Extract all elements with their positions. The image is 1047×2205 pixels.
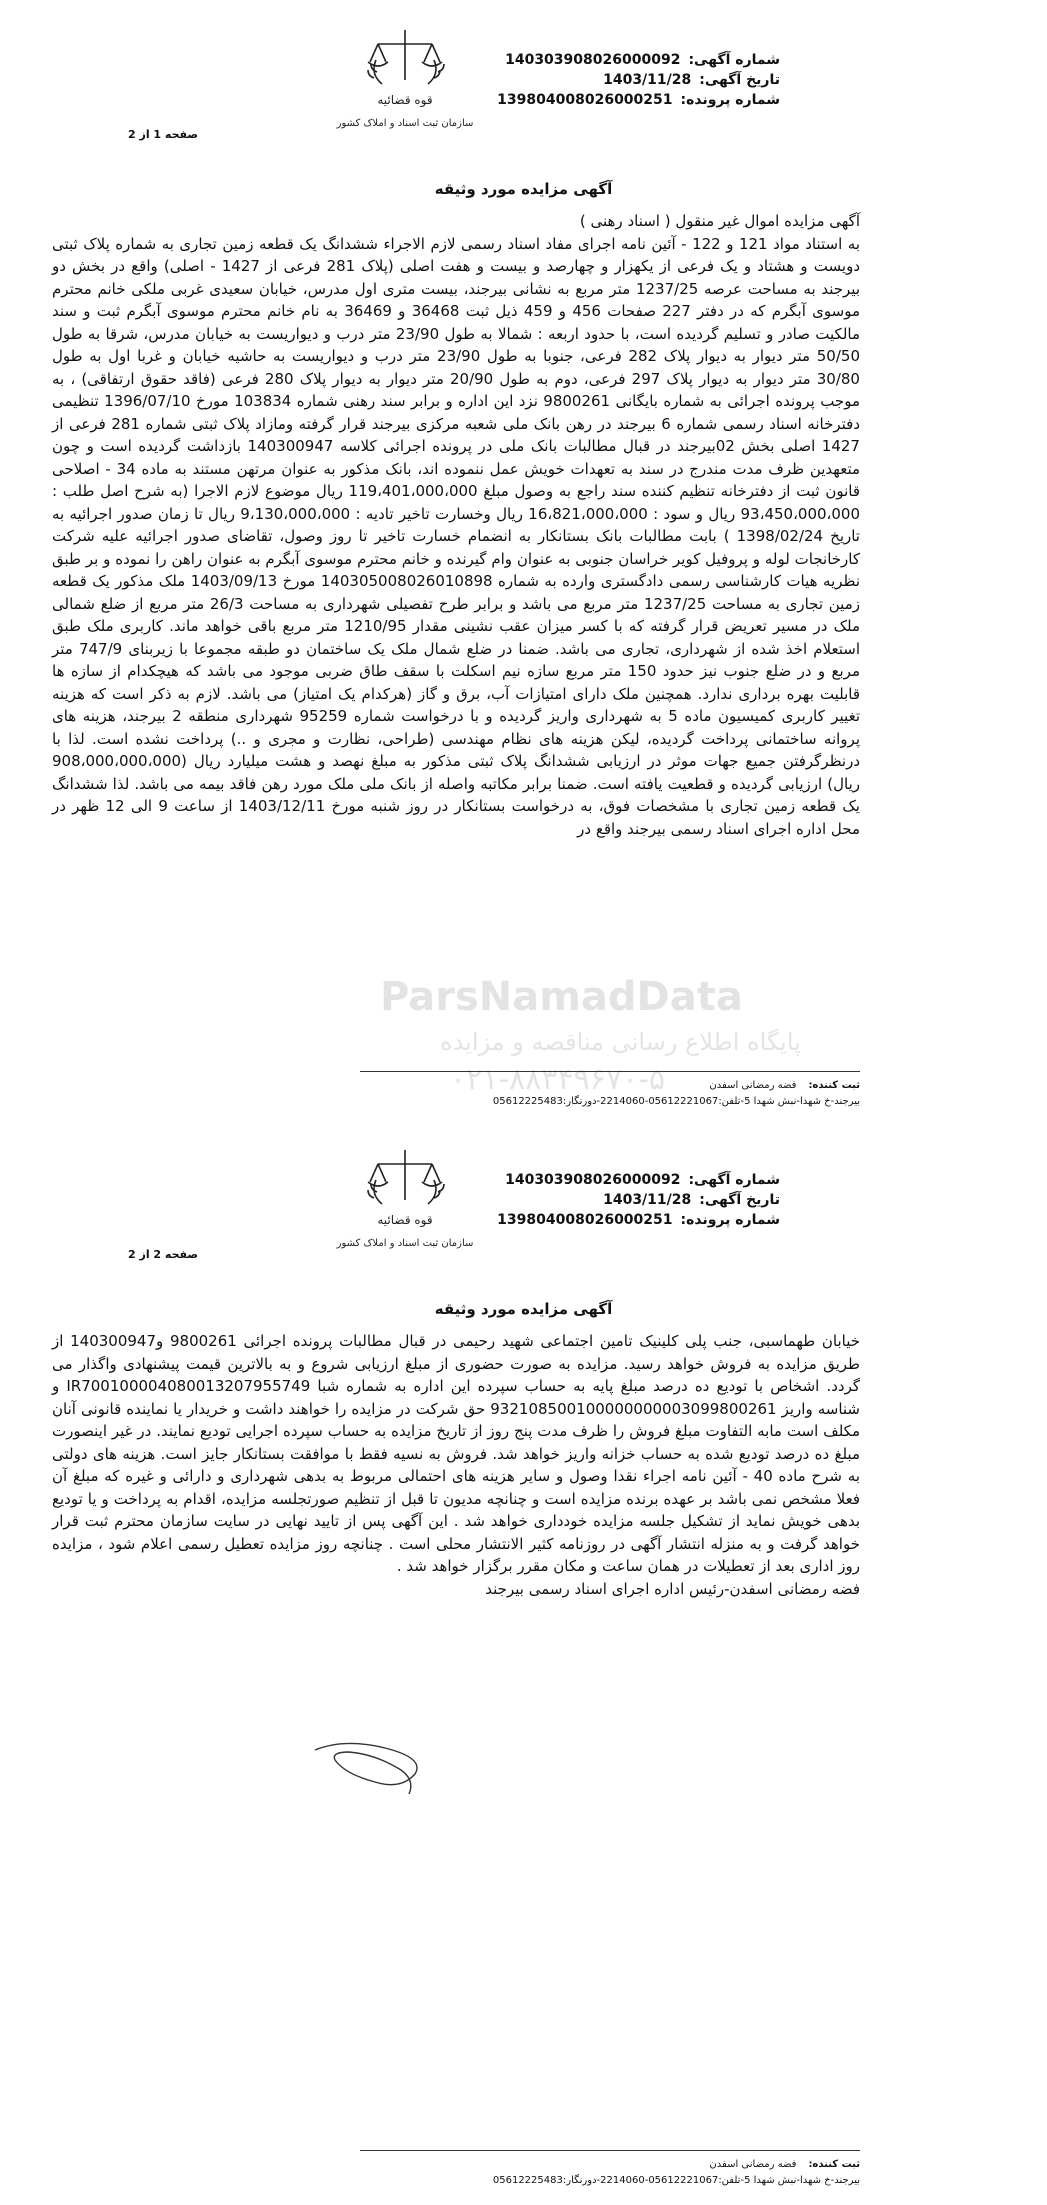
- case-number-value: 139804008026000251: [497, 92, 673, 108]
- emblem-top-text: قوه قضائیه: [377, 93, 433, 107]
- judiciary-emblem-icon: [330, 1142, 480, 1272]
- notice-number-value: 140303908026000092: [505, 1172, 681, 1188]
- notice-date-value: 1403/11/28: [603, 72, 692, 88]
- emblem-bottom-text: سازمان ثبت اسناد و املاک کشور: [336, 1238, 474, 1249]
- notice-number-label: شماره آگهی:: [688, 1172, 780, 1188]
- watermark-phone: ۰۲۱-۸۸۳۴۹۶۷۰-۵: [450, 1062, 666, 1097]
- footer-registrar-name: فضه رمضانی اسفدن: [709, 2159, 797, 2170]
- notice-date-row: [530, 1190, 780, 1210]
- notice-title: آگهی مزایده مورد وثیقه: [434, 1300, 613, 1318]
- judiciary-emblem-icon: [330, 22, 480, 152]
- signatory-line: فضه رمضانی اسفدن-رئیس اداره اجرای اسناد رسمی بیرجند: [485, 1579, 860, 1598]
- footer-address: بیرجند-خ شهدا-نبش شهدا 5-تلفن:05612221067-2214060-دورنگار:05612225483: [492, 1096, 860, 1107]
- body-heading-line: آگهی مزایده اموال غیر منقول ( اسناد رهنی ): [579, 212, 860, 230]
- emblem-bottom-text: سازمان ثبت اسناد و املاک کشور: [336, 118, 474, 129]
- footer-registrar-row: [360, 1078, 860, 1094]
- signature-icon: [305, 1730, 445, 1800]
- case-number-row: [497, 1210, 780, 1230]
- body-paragraph: خیابان طهماسبی، جنب پلی کلینیک تامین اجتماعی شهید رحیمی در قبال مطالبات پرونده اجرائی 9800261 و140300947 از طریق مزایده به فروش خواهد رسید. مزایده به صورت حضوری از مبلغ ارزیابی شروع و به بالاترین قیمت پیشنهادی واگذار می گردد. اشخاص با تودیع ده درصد مبلغ پایه به حساب سپرده این اداره به شماره شبا IR700100004080013207955749 و شناسه واریز 932108500100000000003099800261 حق شرکت در مزایده را خواهند داشت و خریدار یا نماینده قانونی آنان مکلف است مابه التفاوت مبلغ فروش را ظرف مدت پنج روز از تاریخ مزایده به حساب سپرده اجرایی تودیع نمایند. در غیر اینصورت مبلغ ده درصد تودیع شده به حساب خزانه واریز خواهد شد. فروش به نسیه فقط با موافقت بستانکار جایز است. هزینه های دولتی به شرح ماده 40 - آئین نامه اجراء نقدا وصول و سایر هزینه های احتمالی مربوط به بدهی شهرداری و دارائی و غیره که مبلغ آن فعلا مشخص نمی باشد بر عهده برنده مزایده است و چنانچه مدیون تا قبل از تنظیم صورتجلسه مزایده، اقدام به پرداخت و یا تودیع بدهی خویش نماید از تشکیل جلسه مزایده خودداری خواهد شد . این آگهی پس از تایید نهایی در سایت سازمان محترم ثبت قرار خواهد گرفت و به منزله انتشار آگهی در روزنامه کثیر الانتشار محلی است . چنانچه روز مزایده تعطیل رسمی اعلام شود ، مزایده روز اداری بعد از تعطیلات در همان ساعت و مکان مقرر برگزار خواهد شد .: [52, 1332, 861, 1575]
- notice-number-label: شماره آگهی:: [688, 52, 780, 68]
- notice-date-label: تاریخ آگهی:: [699, 72, 780, 88]
- footer-divider: [360, 1071, 860, 1072]
- notice-date-label: تاریخ آگهی:: [699, 1192, 780, 1208]
- case-number-label: شماره پرونده:: [680, 1212, 780, 1228]
- notice-meta: [497, 1170, 780, 1230]
- notice-body: [52, 1330, 860, 1600]
- notice-title: آگهی مزایده مورد وثیقه: [434, 180, 613, 198]
- footer-registrar-row: [360, 2157, 860, 2173]
- footer-registrar-label: ثبت کننده:: [808, 1080, 860, 1091]
- page-footer: [360, 1078, 860, 1110]
- watermark-brand: ParsNamadData: [380, 974, 743, 1020]
- notice-meta: [497, 50, 780, 110]
- body-paragraph: به استناد مواد 121 و 122 - آئین نامه اجرای مفاد اسناد رسمی لازم الاجراء ششدانگ یک قطعه زمین تجاری به شماره پلاک ثبتی دویست و هشتاد و یک فرعی از یکهزار و چهارصد و بیست و هفت اصلی (پلاک 281 فرعی از 1427 - اصلی) واقع در بخش دو بیرجند به مساحت عرصه 1237/25 متر مربع به نشانی بیرجند، بیست متری اول مدرس، خیابان سعیدی غربی ملکی خانم محترم موسوی آبگرم که در دفتر 227 صفحات 456 و 459 ذیل ثبت 36468 و 36469 به نام خانم محترم موسوی آبگرم ثبت و سند مالکیت صادر و تسلیم گردیده است، با حدود اربعه : شمالا به طول 23/90 متر درب و دیواریست به خیابان مدرس، شرقا به طول 50/50 متر دیوار به دیوار پلاک 282 فرعی، جنوبا به طول 23/90 متر درب و دیواریست به حاشیه خیابان و غربا اول به طول 30/80 متر دیوار به دیوار پلاک 297 فرعی، دوم به طول 20/90 متر دیوار به دیوار پلاک 280 فرعی (فاقد حقوق ارتفاقی) ، به موجب پرونده اجرائی به شماره بایگانی 9800261 نزد این اداره و برابر سند رهنی شماره 103834 مورخ 1396/07/10 تنظیمی دفترخانه اسناد رسمی شماره 6 بیرجند در رهن بانک ملی شعبه مرکزی بیرجند قرار گرفته ومازاد پلاک ثبتی شماره 281 فرعی از 1427 اصلی بخش 02بیرجند در قبال مطالبات بانک ملی در پرونده اجرائی کلاسه 140300947 بازداشت گردیده است و چون متعهدین ظرف مدت مندرج در سند به تعهدات خویش عمل ننموده اند، بانک مذکور به عنوان مرتهن مستند به ماده 34 - اصلاحی قانون ثبت از دفترخانه تنظیم کننده سند راجع به وصول مبلغ 119،401،000،000 ریال موضوع لازم الاجرا (به شرح اصل طلب : 93،450،000،000 ریال و سود : 16،821،000،000 ریال وخسارت تاخیر تادیه : 9،130،000،000 ریال تا زمان صدور اجرائیه به تاریخ 1398/02/24 ) بابت مطالبات بانک بستانکار به انضمام خسارت تاخیر تا روز وصول، تقاضای صدور اجرائیه علیه شرکت کارخانجات لوله و پروفیل کویر خراسان جنوبی به عنوان وام گیرنده و خانم محترم موسوی آبگرم به عنوان راهن را نموده و بر طبق نظریه هیات کارشناسی رسمی دادگستری وارده به شماره 140305008026010898 مورخ 1403/09/13 ملک مذکور یک قطعه زمین تجاری به مساحت 1237/25 متر مربع می باشد و برابر طرح تفصیلی شهرداری به مساحت 26/3 متر مربع از ضلع شمالی ملک در مسیر تعریض قرار گرفته که با کسر میزان عقب نشینی مقدار 1210/95 متر مربع باقی خواهد ماند. کاربری ملک طبق استعلام اخذ شده از شهرداری، تجاری می باشد. ضمنا در ضلع شمال ملک یک ساختمان دو طبقه مجموعا با زیربنای 747/9 متر مربع و در ضلع جنوب نیز حدود 150 متر مربع سازه نیم اسکلت با سقف طاق ضربی موجود می باشد که هیچکدام از سازه ها قابلیت بهره برداری ندارد. همچنین ملک دارای امتیازات آب، برق و گاز (هرکدام یک امتیاز) می باشد. لازم به ذکر است که هزینه تغییر کاربری کمیسیون ماده 5 به شهرداری واریز گردیده و با درخواست شماره 95259 شهرداری منطقه 2 بیرجند، هزینه های پروانه ساختمانی پرداخت گردیده، لیکن هزینه های نظام مهندسی (طراحی، نظارت و مجری و ..) پرداخت نشده است. لذا با درنظرگرفتن جمیع جهات موثر در ارزیابی ششدانگ پلاک ثبتی مذکور به مبلغ نهصد و هشت میلیارد ریال (908،000،000،000 ریال) ارزیابی گردیده و قطعیت یافته است. ضمنا برابر مکاتبه واصله از بانک ملی ملک مورد رهن فاقد بیمه می باشد. لذا ششدانگ یک قطعه زمین تجاری با مشخصات فوق، به درخواست بستانکار در روز شنبه مورخ 1403/12/11 از ساعت 9 الی 12 ظهر در محل اداره اجرای اسناد رسمی بیرجند واقع در: [52, 234, 861, 838]
- page-number: صفحه 1 از 2: [128, 128, 199, 141]
- footer-registrar-name: فضه رمضانی اسفدن: [709, 1080, 797, 1091]
- notice-date-row: [530, 70, 780, 90]
- page-number: صفحه 2 از 2: [128, 1248, 199, 1261]
- footer-registrar-label: ثبت کننده:: [808, 2159, 860, 2170]
- case-number-row: [497, 90, 780, 110]
- notice-number-row: [505, 1170, 780, 1190]
- notice-date-value: 1403/11/28: [603, 1192, 692, 1208]
- notice-number-value: 140303908026000092: [505, 52, 681, 68]
- page-footer: [360, 2157, 860, 2189]
- footer-divider: [360, 2150, 860, 2151]
- document-page-2: [0, 1120, 1047, 2205]
- notice-number-row: [505, 50, 780, 70]
- watermark-tagline: پایگاه اطلاع رسانی مناقصه و مزایده: [440, 1028, 801, 1056]
- case-number-value: 139804008026000251: [497, 1212, 673, 1228]
- footer-address: بیرجند-خ شهدا-نبش شهدا 5-تلفن:05612221067-2214060-دورنگار:05612225483: [492, 2175, 860, 2186]
- emblem-top-text: قوه قضائیه: [377, 1213, 433, 1227]
- case-number-label: شماره پرونده:: [680, 92, 780, 108]
- notice-body: [52, 210, 860, 840]
